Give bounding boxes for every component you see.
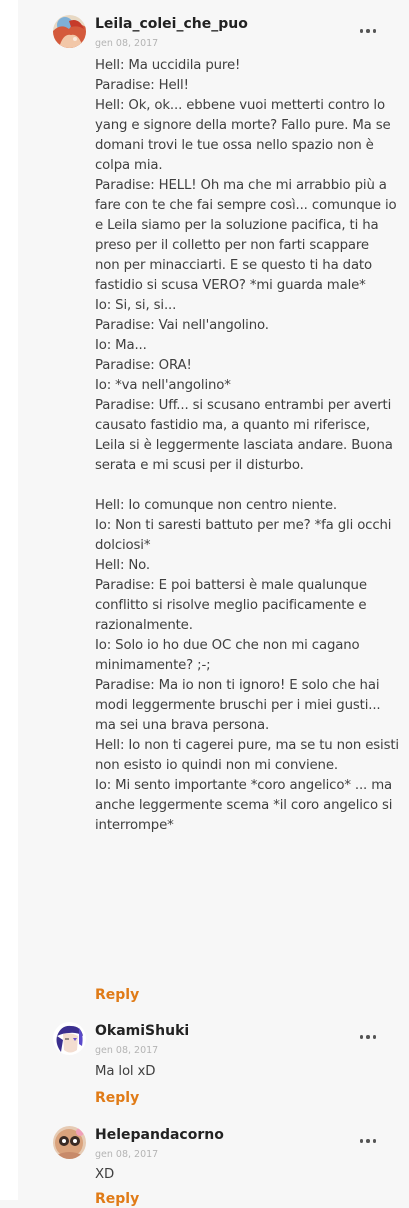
comment-line: anche leggermente scema *il coro angelico si xyxy=(95,798,393,813)
comment-line: non per minacciarti. E se questo ti ha dato xyxy=(95,258,372,273)
reply-button[interactable]: Reply xyxy=(95,987,140,1003)
comment-line: preso per il colletto per non farti scappare xyxy=(95,238,369,253)
username[interactable]: Leila_colei_che_puo xyxy=(95,16,248,32)
comment-body xyxy=(95,1062,405,1082)
comment-line: interrompe* xyxy=(95,818,174,833)
comment-line: domani trovi le tue ossa nello spazio non è xyxy=(95,138,374,153)
comment-line: colpa mia. xyxy=(95,158,163,173)
comment-line: non esisto io quindi non mi conviene. xyxy=(95,758,338,773)
username[interactable]: OkamiShuki xyxy=(95,1023,190,1039)
comment-line: Leila si è leggermente lasciata andare. Buona xyxy=(95,438,393,453)
comment-line: Hell: Ma uccidila pure! xyxy=(95,58,241,73)
comment-date: gen 08, 2017 xyxy=(95,1045,159,1056)
comment-line: dolciosi* xyxy=(95,538,151,553)
comment-line: fare con te che fai sempre così... comunque io xyxy=(95,198,397,213)
comment-line: Io: *va nell'angolino* xyxy=(95,378,231,393)
comment-line: Io: Ma... xyxy=(95,338,147,353)
reply-button[interactable]: Reply xyxy=(95,1191,140,1207)
comment-line: Hell: Ok, ok... ebbene vuoi metterti contro lo xyxy=(95,98,385,113)
left-margin xyxy=(0,0,18,1200)
comments-panel xyxy=(18,0,409,1207)
more-options-icon[interactable] xyxy=(358,1135,378,1147)
reply-button[interactable]: Reply xyxy=(95,1090,140,1106)
more-options-icon[interactable] xyxy=(358,25,378,37)
comment-line: Io: Mi sento importante *coro angelico* ... ma xyxy=(95,778,393,793)
comment-body xyxy=(95,1165,405,1185)
comment-line: serata e mi scusi per il disturbo. xyxy=(95,458,304,473)
more-options-icon[interactable] xyxy=(358,1031,378,1043)
comment-line: Hell: Io comunque non centro niente. xyxy=(95,498,337,513)
comment-line: e Leila siamo per la soluzione pacifica, ti ha xyxy=(95,218,379,233)
comment-line: Paradise: Vai nell'angolino. xyxy=(95,318,269,333)
comment-line xyxy=(95,476,405,496)
username[interactable]: Helepandacorno xyxy=(95,1127,224,1143)
comment-line: modi leggermente bruschi per i miei gusti... xyxy=(95,698,381,713)
comment-line: Paradise: Ma io non ti ignoro! E solo che hai xyxy=(95,678,380,693)
comment-line: causato fastidio ma, a quanto mi riferisce, xyxy=(95,418,370,433)
comment-line: Io: Non ti saresti battuto per me? *fa gli occhi xyxy=(95,518,392,533)
comment-line: Ma lol xD xyxy=(95,1064,156,1079)
comment-line: Paradise: Hell! xyxy=(95,78,189,93)
avatar[interactable] xyxy=(53,1126,86,1159)
comment-line: Paradise: ORA! xyxy=(95,358,192,373)
comment-line: Io: Solo io ho due OC che non mi cagano xyxy=(95,638,360,653)
avatar[interactable] xyxy=(53,1022,86,1055)
comment-line: XD xyxy=(95,1167,115,1182)
comment-body xyxy=(95,56,405,836)
comment-line: minimamente? ;-; xyxy=(95,658,211,673)
comment-line: razionalmente. xyxy=(95,618,193,633)
comment-line: Paradise: HELL! Oh ma che mi arrabbio più a xyxy=(95,178,387,193)
comment-line: yang e signore della morte? Fallo pure. Ma se xyxy=(95,118,391,133)
avatar[interactable] xyxy=(53,15,86,48)
comment-line: fastidio si scusa VERO? *mi guarda male* xyxy=(95,278,366,293)
comment-date: gen 08, 2017 xyxy=(95,38,159,49)
comment-line: Hell: Io non ti cagerei pure, ma se tu non esisti xyxy=(95,738,399,753)
comment-line: conflitto si risolve meglio pacificamente e xyxy=(95,598,367,613)
comment-line: Hell: No. xyxy=(95,558,150,573)
comment-line: Paradise: E poi battersi è male qualunque xyxy=(95,578,367,593)
comment-line: ma sei una brava persona. xyxy=(95,718,270,733)
comment-line: Io: Si, si, si... xyxy=(95,298,177,313)
comment-date: gen 08, 2017 xyxy=(95,1149,159,1160)
comment-line: Paradise: Uff... si scusano entrambi per averti xyxy=(95,398,392,413)
